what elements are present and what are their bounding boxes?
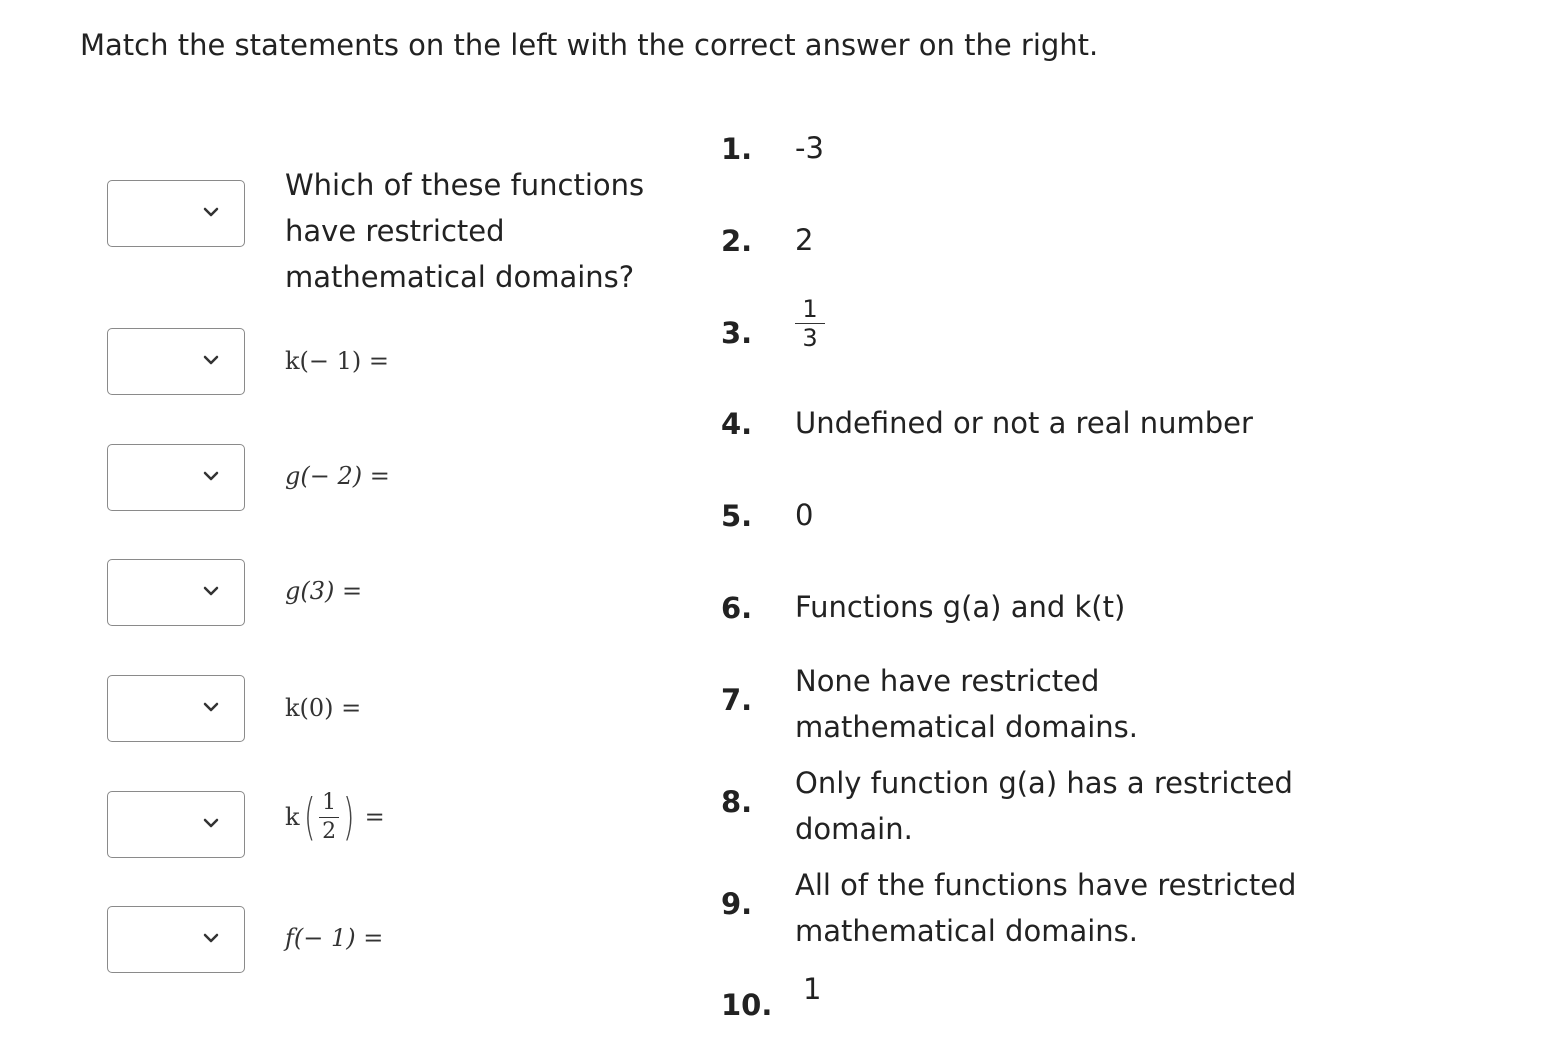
answer-8-line-2: domain. <box>795 812 913 846</box>
statement-7: f(− 1) = <box>285 924 384 952</box>
left-paren: ( <box>303 788 316 846</box>
answer-7-line-1: None have restricted <box>795 664 1100 698</box>
statement-6-equals: = <box>364 803 385 831</box>
fraction-bar <box>319 817 339 818</box>
fraction-numerator: 1 <box>322 789 337 815</box>
answer-text-9 <box>795 862 1296 954</box>
statement-2: k(− 1) = <box>285 347 390 375</box>
statement-4: g(3) = <box>285 577 363 605</box>
answer-7-line-2: mathematical domains. <box>795 710 1138 744</box>
answer-select-1[interactable] <box>107 180 245 247</box>
answer-select-3[interactable] <box>107 444 245 511</box>
answer-text-10: 1 <box>803 972 822 1006</box>
statement-5: k(0) = <box>285 694 362 722</box>
answer-text-4: Undefined or not a real number <box>795 406 1253 440</box>
statement-6-func: k <box>285 803 300 831</box>
fraction-one-half <box>319 791 339 844</box>
statement-3: g(− 2) = <box>285 462 390 490</box>
answer-select-7[interactable] <box>107 906 245 973</box>
chevron-down-icon <box>200 349 222 371</box>
answer-8-line-1: Only function g(a) has a restricted <box>795 766 1293 800</box>
answer-number-5: 5. <box>721 499 753 533</box>
answer-number-7: 7. <box>721 683 753 717</box>
answer-number-9: 9. <box>721 887 753 921</box>
right-paren: ) <box>342 788 355 846</box>
answer-text-2: 2 <box>795 223 814 257</box>
answer-number-6: 6. <box>721 591 753 625</box>
chevron-down-icon <box>200 465 222 487</box>
fraction-numerator: 1 <box>802 295 818 323</box>
answer-text-8 <box>795 760 1293 852</box>
fraction-denominator: 3 <box>802 324 818 352</box>
answer-number-1: 1. <box>721 132 753 166</box>
chevron-down-icon <box>200 812 222 834</box>
fraction-denominator: 2 <box>322 818 337 844</box>
instructions: Match the statements on the left with the correct answer on the right. <box>80 28 1099 62</box>
answer-select-5[interactable] <box>107 675 245 742</box>
answer-select-2[interactable] <box>107 328 245 395</box>
answer-select-4[interactable] <box>107 559 245 626</box>
answer-9-line-2: mathematical domains. <box>795 914 1138 948</box>
statement-1: Which of these functions have restricted mathematical domains? <box>285 168 645 294</box>
answer-number-8: 8. <box>721 785 753 819</box>
answer-number-10: 10. <box>721 988 773 1022</box>
statement-6 <box>285 790 385 844</box>
answer-text-1: -3 <box>795 131 824 165</box>
answer-number-4: 4. <box>721 407 753 441</box>
chevron-down-icon <box>200 927 222 949</box>
answer-9-line-1: All of the functions have restricted <box>795 868 1297 902</box>
answer-select-6[interactable] <box>107 791 245 858</box>
answer-fraction-3 <box>795 290 825 350</box>
answer-text-5: 0 <box>795 498 814 532</box>
answer-text-6: Functions g(a) and k(t) <box>795 590 1126 624</box>
answer-text-7 <box>795 658 1138 750</box>
answer-number-3: 3. <box>721 316 753 350</box>
chevron-down-icon <box>200 580 222 602</box>
answer-number-2: 2. <box>721 224 753 258</box>
chevron-down-icon <box>200 696 222 718</box>
chevron-down-icon <box>200 201 222 223</box>
